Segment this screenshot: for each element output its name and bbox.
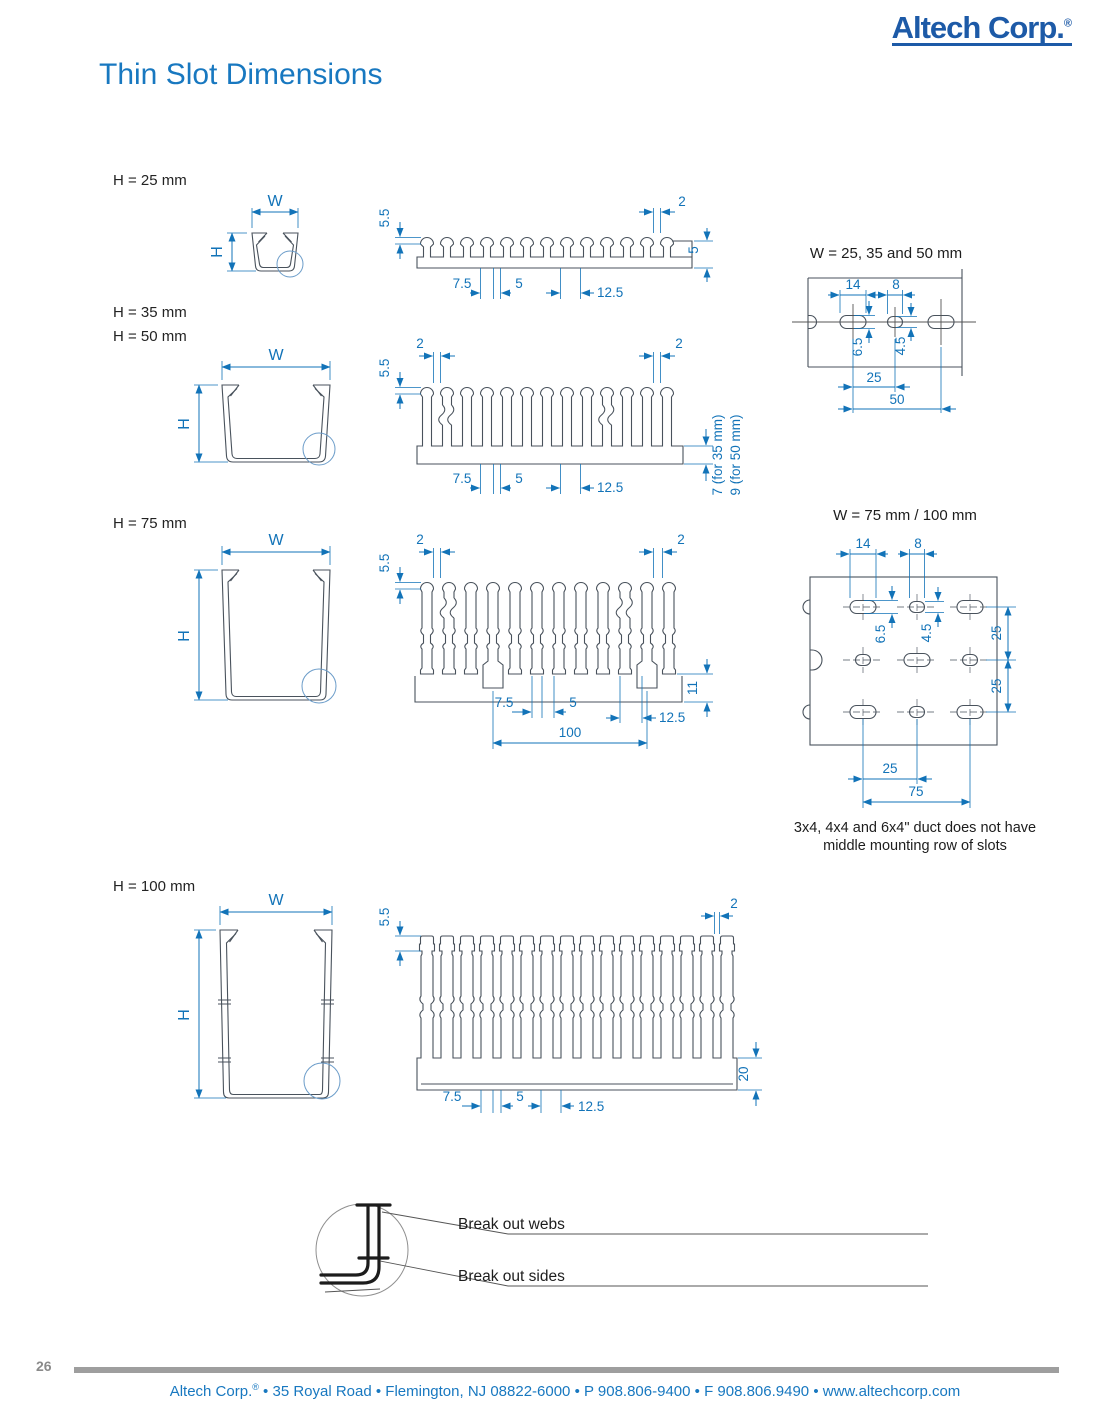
p75-fingers <box>421 583 676 689</box>
p3550-comb <box>417 388 683 465</box>
ml-dim-14: 14 <box>855 536 871 551</box>
edge-notches <box>803 600 822 719</box>
ml-dim-45: 4.5 <box>919 623 934 643</box>
ms-dim-14: 14 <box>845 277 861 292</box>
h-label-h3550: H <box>176 418 193 430</box>
p100-dim-top-offset: 5.5 <box>377 907 392 927</box>
h-label-h75: H <box>176 630 193 642</box>
wall-joints <box>218 1000 334 1062</box>
footer-registered-mark: ® <box>252 1382 259 1392</box>
p3550-dim-base-35: 7 (for 35 mm) <box>710 414 725 496</box>
mounting-pattern-small <box>792 245 976 413</box>
p100-dim-base: 20 <box>736 1066 751 1082</box>
mounting-pattern-large <box>794 507 1036 854</box>
mounting-note-line2: middle mounting row of slots <box>823 838 1007 854</box>
ms-dim-8: 8 <box>892 277 900 292</box>
p3550-dim-web-left: 2 <box>416 336 424 351</box>
cross-section-h25 <box>209 193 303 277</box>
p75-dim-web-left: 2 <box>416 532 424 547</box>
w-label-h3550: W <box>268 347 284 364</box>
p75-dim-tooth: 7.5 <box>494 695 514 710</box>
ml-dim-8: 8 <box>914 536 922 551</box>
footer-company: Altech Corp. <box>169 1383 253 1400</box>
ml-dim-row1: 25 <box>989 625 1004 641</box>
cross-section-h75 <box>176 532 336 703</box>
p25-dim-slot: 5 <box>515 276 523 291</box>
mounting-note-line1: 3x4, 4x4 and 6x4" duct does not have <box>793 820 1037 836</box>
p3550-dim-top-offset: 5.5 <box>377 358 392 378</box>
p3550-dim-tooth: 7.5 <box>452 471 472 486</box>
ml-dim-65: 6.5 <box>873 624 888 644</box>
section-label-h75: H = 75 mm <box>113 515 187 532</box>
logo-registered-mark: ® <box>1063 17 1072 30</box>
slot-profile-h3550 <box>377 336 743 496</box>
w-label-h25: W <box>267 193 283 210</box>
p25-dim-pitch: 12.5 <box>597 285 624 300</box>
cross-section-h100 <box>176 892 340 1099</box>
h-label-h25: H <box>209 246 226 258</box>
breakout-detail <box>316 1204 928 1296</box>
breakout-sides-label: Break out sides <box>458 1268 565 1285</box>
p25-dim-tooth: 7.5 <box>452 276 472 291</box>
w-label-h100: W <box>268 892 284 909</box>
breakout-ref-circle <box>303 433 335 465</box>
breakout-ref-circle <box>302 669 336 703</box>
p3550-dim-base-50: 9 (for 50 mm) <box>728 414 743 496</box>
p75-dim-top-offset: 5.5 <box>377 553 392 573</box>
mounting-large-title: W = 75 mm / 100 mm <box>833 507 977 524</box>
footer-address: • 35 Royal Road • Flemington, NJ 08822-6000 • P 908.806-9400 • F 908.806.9490 • www.altechcorp.com <box>258 1383 961 1400</box>
p25-dim-web: 2 <box>678 194 686 209</box>
p100-dim-web: 2 <box>730 896 738 911</box>
p25-dim-base: 5 <box>686 246 701 254</box>
w-label-h75: W <box>268 532 284 549</box>
p3550-dim-slot: 5 <box>515 471 523 486</box>
section-label-h50: H = 50 mm <box>113 328 187 345</box>
logo-text: Altech Corp. <box>891 10 1064 45</box>
h-label-h100: H <box>176 1009 193 1021</box>
p75-dim-pitch: 12.5 <box>659 710 686 725</box>
ml-dim-overall: 75 <box>908 784 924 799</box>
p25-comb <box>417 238 692 268</box>
p75-dim-base: 11 <box>685 680 700 696</box>
p100-comb <box>417 936 737 1090</box>
p3550-dim-pitch: 12.5 <box>597 480 624 495</box>
p75-dim-overall: 100 <box>558 725 582 740</box>
ml-dim-row2: 25 <box>989 678 1004 694</box>
mounting-small-title: W = 25, 35 and 50 mm <box>809 245 963 262</box>
section-label-h35: H = 35 mm <box>113 304 187 321</box>
p25-dim-top-offset: 5.5 <box>377 208 392 228</box>
ms-dim-25: 25 <box>866 370 882 385</box>
p75-dim-web-right: 2 <box>677 532 685 547</box>
footer-divider-bar <box>74 1367 1059 1373</box>
section-label-h100: H = 100 mm <box>113 878 196 895</box>
slot-profile-h100 <box>377 896 762 1114</box>
ms-dim-65: 6.5 <box>850 337 865 357</box>
p75-dim-slot: 5 <box>569 695 577 710</box>
breakout-sides-art <box>321 1258 379 1283</box>
p3550-dim-web-right: 2 <box>675 336 683 351</box>
page-title: Thin Slot Dimensions <box>99 58 383 91</box>
slot-profile-h25 <box>377 194 713 300</box>
ml-dim-col: 25 <box>882 761 898 776</box>
cross-section-h3550 <box>176 347 335 465</box>
p100-dim-tooth: 7.5 <box>442 1089 462 1104</box>
slot-profile-h75 <box>377 532 713 749</box>
p100-dim-pitch: 12.5 <box>578 1099 605 1114</box>
company-logo <box>892 12 1072 46</box>
breakout-webs-label: Break out webs <box>458 1216 565 1233</box>
ms-dim-50: 50 <box>889 392 905 407</box>
section-label-h25: H = 25 mm <box>113 172 187 189</box>
page-number: 26 <box>36 1358 52 1374</box>
ms-dim-45: 4.5 <box>893 336 908 356</box>
p100-dim-slot: 5 <box>516 1089 524 1104</box>
footer-contact-line <box>60 1382 1070 1400</box>
